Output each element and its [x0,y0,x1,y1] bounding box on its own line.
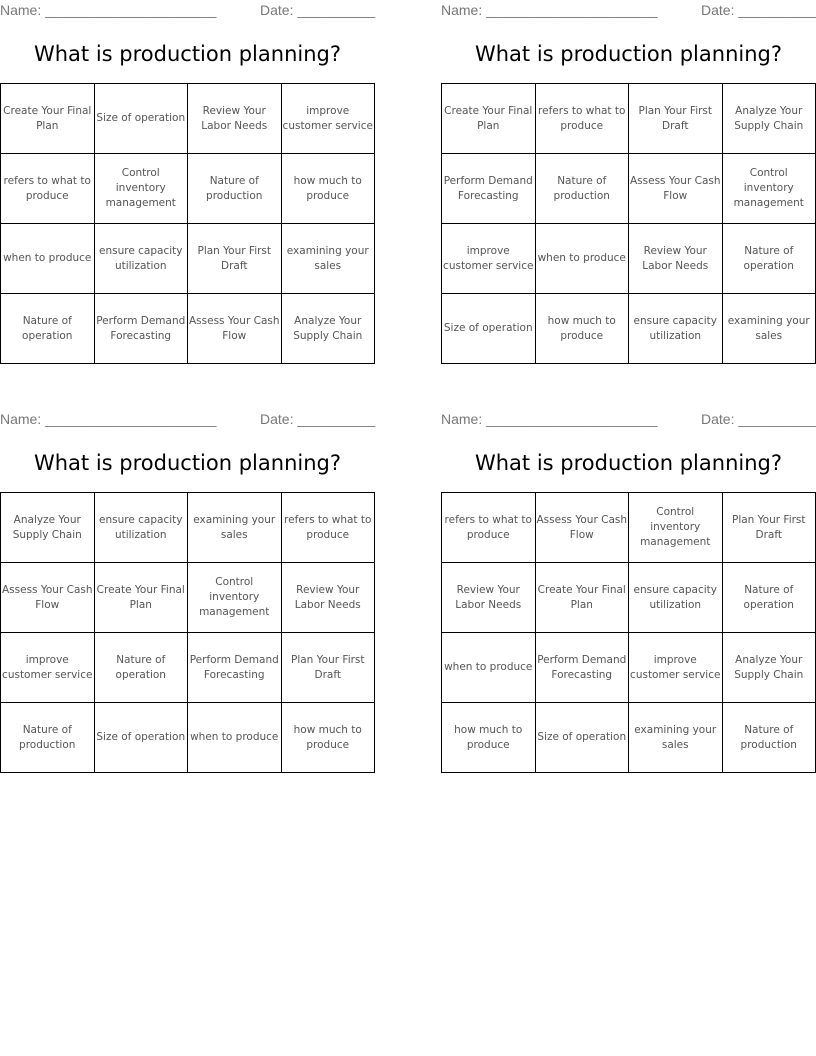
bingo-cell: Size of operation [535,703,629,773]
bingo-cell: Size of operation [94,84,188,154]
bingo-cell: Nature of production [188,154,282,224]
name-date-line [441,2,816,18]
bingo-cell: examining your sales [188,493,282,563]
bingo-cell: Plan Your First Draft [281,633,375,703]
bingo-cell: Plan Your First Draft [188,224,282,294]
bingo-cell: Nature of operation [1,294,95,364]
bingo-card [0,409,376,751]
bingo-cell: Analyze Your Supply Chain [722,633,816,703]
bingo-cell: how much to produce [281,154,375,224]
date-field: Date: __________ [701,2,816,18]
bingo-grid [0,492,375,773]
bingo-cell: Create Your Final Plan [94,563,188,633]
bingo-cell: Analyze Your Supply Chain [281,294,375,364]
bingo-grid [441,83,816,364]
grid-row [442,563,816,633]
bingo-cell: how much to produce [535,294,629,364]
grid-row [1,154,375,224]
grid-row [1,493,375,563]
card-title: What is production planning? [33,451,341,475]
bingo-grid [0,83,375,364]
bingo-cell: ensure capacity utilization [629,563,723,633]
bingo-cell: Nature of production [722,703,816,773]
bingo-cell: Size of operation [442,294,536,364]
bingo-cell: Review Your Labor Needs [629,224,723,294]
name-field: Name: ______________________ [0,2,217,18]
grid-row [442,633,816,703]
name-date-line [0,2,375,18]
bingo-cell: Analyze Your Supply Chain [722,84,816,154]
name-date-line [441,411,816,427]
bingo-cell: Review Your Labor Needs [188,84,282,154]
date-field: Date: __________ [260,411,376,427]
bingo-cell: Create Your Final Plan [442,84,536,154]
name-date-line [0,411,375,427]
bingo-cell: refers to what to produce [281,493,375,563]
date-field: Date: __________ [701,411,816,427]
card-title: What is production planning? [474,451,782,475]
grid-row [1,224,375,294]
bingo-cell: examining your sales [629,703,723,773]
bingo-cell: Assess Your Cash Flow [188,294,282,364]
bingo-cell: improve customer service [629,633,723,703]
bingo-cell: improve customer service [281,84,375,154]
bingo-cell: Control inventory management [94,154,188,224]
bingo-cell: when to produce [188,703,282,773]
bingo-cell: examining your sales [722,294,816,364]
grid-row [1,563,375,633]
bingo-cell: Create Your Final Plan [1,84,95,154]
bingo-cell: refers to what to produce [535,84,629,154]
bingo-cell: Review Your Labor Needs [442,563,536,633]
bingo-cell: Review Your Labor Needs [281,563,375,633]
bingo-cell: Nature of operation [722,563,816,633]
card-title: What is production planning? [474,42,782,66]
bingo-cell: Plan Your First Draft [629,84,723,154]
bingo-cell: ensure capacity utilization [629,294,723,364]
bingo-cell: Assess Your Cash Flow [535,493,629,563]
bingo-cell: refers to what to produce [442,493,536,563]
bingo-cell: ensure capacity utilization [94,224,188,294]
bingo-cell: Create Your Final Plan [535,563,629,633]
bingo-cell: improve customer service [442,224,536,294]
bingo-cell: ensure capacity utilization [94,493,188,563]
bingo-cell: refers to what to produce [1,154,95,224]
bingo-cell: when to produce [1,224,95,294]
grid-row [442,224,816,294]
grid-row [1,633,375,703]
bingo-cell: Perform Demand Forecasting [94,294,188,364]
grid-row [1,84,375,154]
bingo-cell: Nature of production [1,703,95,773]
bingo-cell: Nature of operation [94,633,188,703]
bingo-cell: Nature of production [535,154,629,224]
grid-row [1,703,375,773]
bingo-card [441,0,816,342]
bingo-cell: improve customer service [1,633,95,703]
grid-row [442,294,816,364]
bingo-cell: Assess Your Cash Flow [629,154,723,224]
bingo-cell: Analyze Your Supply Chain [1,493,95,563]
grid-row [1,294,375,364]
bingo-card [441,409,816,751]
bingo-card [0,0,376,342]
bingo-cell: when to produce [535,224,629,294]
bingo-cell: Perform Demand Forecasting [535,633,629,703]
name-field: Name: ______________________ [441,411,658,427]
grid-row [442,84,816,154]
bingo-cell: Control inventory management [188,563,282,633]
bingo-cell: examining your sales [281,224,375,294]
bingo-cell: Control inventory management [629,493,723,563]
bingo-cell: how much to produce [281,703,375,773]
grid-row [442,703,816,773]
name-field: Name: ______________________ [0,411,217,427]
bingo-cell: Perform Demand Forecasting [188,633,282,703]
bingo-cell: how much to produce [442,703,536,773]
bingo-cell: Assess Your Cash Flow [1,563,95,633]
date-field: Date: __________ [260,2,376,18]
bingo-cell: when to produce [442,633,536,703]
grid-row [442,493,816,563]
bingo-cell: Size of operation [94,703,188,773]
bingo-grid [441,492,816,773]
name-field: Name: ______________________ [441,2,658,18]
bingo-cell: Perform Demand Forecasting [442,154,536,224]
bingo-cell: Control inventory management [722,154,816,224]
bingo-cell: Nature of operation [722,224,816,294]
card-title: What is production planning? [33,42,341,66]
grid-row [442,154,816,224]
bingo-cell: Plan Your First Draft [722,493,816,563]
